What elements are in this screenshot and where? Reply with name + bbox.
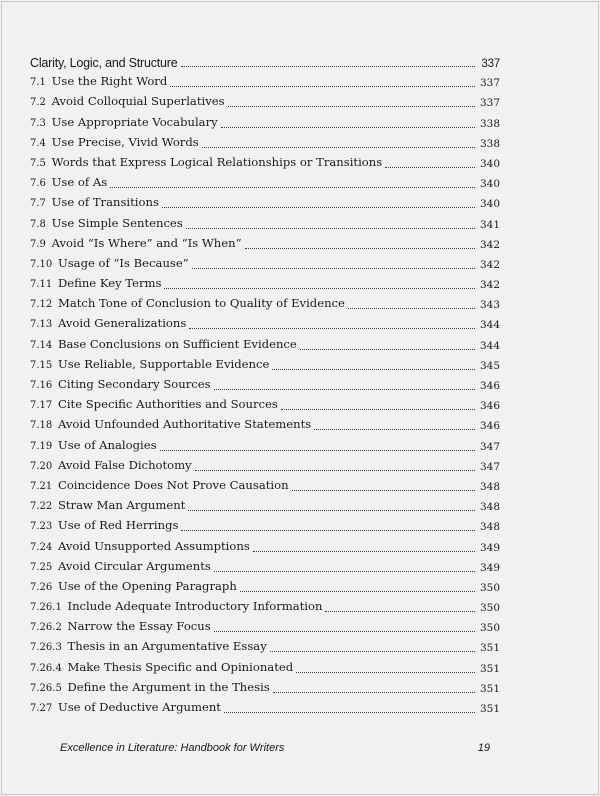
toc-entry[interactable] <box>30 70 500 90</box>
toc-entry-number: 7.13 <box>30 319 53 331</box>
toc-entry-page: 349 <box>479 561 500 574</box>
toc-entry-number: 7.2 <box>30 97 46 109</box>
toc-entry-label <box>30 216 183 232</box>
toc-entry-title: Use the Right Word <box>51 74 168 89</box>
toc-entry-number: 7.26 <box>30 581 53 593</box>
toc-entry-page: 341 <box>479 218 500 231</box>
toc-entry-page: 346 <box>479 380 500 392</box>
toc-entry[interactable] <box>30 595 500 615</box>
toc-entry-title: Define the Argument in the Thesis <box>67 679 270 694</box>
toc-entry[interactable] <box>30 575 500 595</box>
toc-entry-title: Use of Transitions <box>51 195 159 210</box>
toc-entry-label <box>30 377 211 393</box>
toc-entry-label <box>30 539 250 555</box>
toc-entry-number: 7.3 <box>30 117 46 129</box>
toc-entry-number: 7.14 <box>30 339 53 351</box>
toc-entry-title: Include Adequate Introductory Information <box>67 599 323 614</box>
toc-entry-number: 7.23 <box>30 521 53 533</box>
toc-entry-title: Use Appropriate Vocabulary <box>51 114 218 129</box>
toc-entry-label <box>30 316 186 332</box>
toc-entry-label <box>30 236 242 252</box>
section-page-number: 337 <box>481 58 500 70</box>
toc-entry-title: Make Thesis Specific and Opinionated <box>67 659 294 674</box>
toc-entry-number: 7.11 <box>30 279 53 291</box>
toc-entry-title: Use Precise, Vivid Words <box>51 134 199 149</box>
toc-entry-title: Straw Man Argument <box>57 498 186 513</box>
toc-entry-title: Use of Deductive Argument <box>57 700 221 714</box>
toc-entry-number: 7.27 <box>30 703 53 714</box>
table-of-contents <box>30 50 500 716</box>
toc-entry-page: 344 <box>479 339 500 352</box>
toc-entry-page: 347 <box>479 460 500 473</box>
toc-entry[interactable] <box>30 676 500 696</box>
toc-entry-number: 7.5 <box>30 157 46 169</box>
toc-entry-label <box>30 700 221 716</box>
toc-entry-page: 337 <box>479 77 500 90</box>
toc-entry-number: 7.1 <box>30 77 46 89</box>
toc-entry[interactable] <box>30 252 500 272</box>
toc-entry-title: Define Key Terms <box>57 276 162 291</box>
dot-leader <box>385 167 475 168</box>
toc-entry[interactable] <box>30 373 500 393</box>
toc-entry-number: 7.16 <box>30 380 53 391</box>
toc-entry-page: 349 <box>479 541 500 554</box>
toc-entry-label <box>30 660 293 676</box>
footer-page-number: 19 <box>477 742 490 754</box>
toc-entry[interactable] <box>30 191 500 211</box>
toc-entry-title: Narrow the Essay Focus <box>67 619 211 634</box>
toc-entry-title: Use of Analogies <box>57 437 157 452</box>
dot-leader <box>181 66 475 67</box>
dot-leader <box>221 127 475 128</box>
dot-leader <box>273 692 475 693</box>
toc-entry[interactable] <box>30 151 500 171</box>
toc-entry[interactable] <box>30 211 500 231</box>
toc-entry-page: 346 <box>479 420 500 433</box>
toc-entry-number: 7.15 <box>30 359 53 371</box>
toc-entry[interactable] <box>30 494 500 514</box>
toc-entry-number: 7.10 <box>30 258 53 270</box>
dot-leader <box>240 591 475 592</box>
dot-leader <box>189 328 475 329</box>
dot-leader <box>224 712 475 713</box>
toc-entry-number: 7.26.2 <box>30 622 62 634</box>
toc-entry-title: Base Conclusions on Sufficient Evidence <box>57 336 297 351</box>
toc-entry-number: 7.19 <box>30 440 53 452</box>
toc-entry-page: 351 <box>479 662 500 675</box>
toc-entry-label <box>30 438 157 454</box>
dot-leader <box>188 510 475 511</box>
toc-entry-number: 7.22 <box>30 501 53 513</box>
footer-book-title: Excellence in Literature: Handbook for Writers <box>60 742 285 754</box>
dot-leader <box>170 86 475 87</box>
toc-entry-number: 7.24 <box>30 541 53 553</box>
toc-entry-title: Citing Secondary Sources <box>57 377 211 391</box>
toc-entry[interactable] <box>30 514 500 534</box>
toc-entry-title: Use of Red Herrings <box>57 518 179 533</box>
toc-entry-number: 7.18 <box>30 420 53 432</box>
dot-leader <box>296 672 475 673</box>
dot-leader <box>292 490 475 491</box>
toc-entry-number: 7.20 <box>30 460 53 472</box>
toc-entry-page: 348 <box>479 521 500 534</box>
toc-entry-title: Use Reliable, Supportable Evidence <box>57 356 270 371</box>
toc-entry-title: Avoid “Is Where” and “Is When” <box>51 235 242 250</box>
toc-entry-label <box>30 357 269 373</box>
toc-entry[interactable] <box>30 534 500 554</box>
toc-entry[interactable] <box>30 635 500 655</box>
toc-entry[interactable] <box>30 312 500 332</box>
page-footer <box>60 742 490 754</box>
toc-entry-label <box>30 115 218 131</box>
toc-entry-number: 7.7 <box>30 198 46 210</box>
toc-entry-label <box>30 155 382 171</box>
dot-leader <box>253 551 475 552</box>
toc-entry-title: Coincidence Does Not Prove Causation <box>57 477 289 492</box>
toc-entry-number: 7.26.3 <box>30 642 62 654</box>
toc-entry[interactable] <box>30 615 500 635</box>
toc-entry-title: Avoid Unsupported Assumptions <box>57 538 250 553</box>
toc-entry-title: Thesis in an Argumentative Essay <box>67 639 267 654</box>
toc-entry-number: 7.17 <box>30 400 53 412</box>
toc-entry-page: 337 <box>479 97 500 110</box>
toc-entry[interactable] <box>30 171 500 191</box>
toc-entry-page: 347 <box>479 440 500 453</box>
toc-entry-page: 342 <box>479 238 500 251</box>
toc-entry-page: 342 <box>479 279 500 292</box>
toc-entry-label <box>30 559 211 575</box>
toc-entry-title: Avoid Unfounded Authoritative Statements <box>57 417 312 432</box>
toc-entry[interactable] <box>30 110 500 130</box>
toc-entry-number: 7.26.4 <box>30 662 62 674</box>
dot-leader <box>214 631 475 632</box>
toc-entry-title: Cite Specific Authorities and Sources <box>57 397 278 412</box>
dot-leader <box>110 187 475 188</box>
dot-leader <box>300 349 475 350</box>
toc-entry-title: Use of the Opening Paragraph <box>57 578 237 593</box>
toc-entry-title: Usage of “Is Because” <box>57 255 189 270</box>
toc-entry-label <box>30 619 211 635</box>
toc-section-heading <box>30 50 500 70</box>
toc-entry-label <box>30 175 107 191</box>
toc-entry[interactable] <box>30 474 500 494</box>
dot-leader <box>325 611 475 612</box>
toc-entry-title: Words that Express Logical Relationships or Transitions <box>51 154 383 169</box>
toc-entry[interactable] <box>30 655 500 675</box>
dot-leader <box>228 106 475 107</box>
toc-entry-title: Match Tone of Conclusion to Quality of Evidence <box>57 296 345 311</box>
dot-leader <box>202 147 475 148</box>
toc-entry[interactable] <box>30 232 500 252</box>
toc-entry-page: 343 <box>479 299 500 312</box>
toc-entry-label <box>30 599 322 615</box>
dot-leader <box>162 207 475 208</box>
toc-entry-number: 7.25 <box>30 561 53 573</box>
toc-entry-label <box>30 579 237 595</box>
toc-entry-title: Avoid False Dichotomy <box>57 457 192 472</box>
dot-leader <box>181 530 475 531</box>
dot-leader <box>186 228 475 229</box>
toc-entry[interactable] <box>30 292 500 312</box>
toc-entry-page: 351 <box>479 682 500 695</box>
toc-entry[interactable] <box>30 393 500 413</box>
toc-entry-page: 350 <box>479 581 500 594</box>
toc-entry-page: 344 <box>479 319 500 332</box>
toc-entry-label <box>30 195 159 211</box>
toc-entry-page: 342 <box>479 258 500 271</box>
dot-leader <box>348 308 475 309</box>
toc-entry-number: 7.26.5 <box>30 682 62 694</box>
toc-entry-page: 340 <box>479 178 500 191</box>
dot-leader <box>160 450 475 451</box>
dot-leader <box>195 470 475 471</box>
toc-entry-title: Avoid Colloquial Superlatives <box>51 94 225 109</box>
toc-entry-label <box>30 478 289 494</box>
dot-leader <box>214 389 475 390</box>
toc-entry-number: 7.9 <box>30 238 46 250</box>
toc-entry-page: 338 <box>479 137 500 150</box>
dot-leader <box>245 248 475 249</box>
toc-entry-page: 351 <box>479 642 500 655</box>
toc-entry-page: 338 <box>479 117 500 130</box>
dot-leader <box>192 268 475 269</box>
toc-entry[interactable] <box>30 433 500 453</box>
toc-entry-number: 7.21 <box>30 480 53 492</box>
toc-entry-label <box>30 417 311 433</box>
toc-entry-page: 348 <box>479 501 500 514</box>
toc-entry-label <box>30 135 199 151</box>
toc-entry-page: 340 <box>479 198 500 211</box>
toc-entry[interactable] <box>30 272 500 292</box>
toc-entry-label <box>30 94 225 110</box>
toc-entry-page: 340 <box>479 157 500 170</box>
dot-leader <box>272 369 475 370</box>
toc-entry-page: 350 <box>479 622 500 635</box>
toc-entry-page: 345 <box>479 359 500 372</box>
toc-entry-number: 7.8 <box>30 218 46 230</box>
dot-leader <box>281 409 475 410</box>
dot-leader <box>314 429 475 430</box>
toc-entry[interactable] <box>30 454 500 474</box>
toc-entry-page: 351 <box>479 703 500 715</box>
toc-entry-label <box>30 639 267 655</box>
toc-entry[interactable] <box>30 90 500 110</box>
toc-entry-label <box>30 256 189 272</box>
section-title: Clarity, Logic, and Structure <box>30 56 178 70</box>
dot-leader <box>214 571 475 572</box>
toc-entry[interactable] <box>30 131 500 151</box>
toc-entry-number: 7.6 <box>30 178 46 190</box>
toc-entry-number: 7.12 <box>30 299 53 311</box>
toc-entry-title: Avoid Generalizations <box>57 316 187 331</box>
toc-entry-label <box>30 74 167 90</box>
toc-entry-title: Use Simple Sentences <box>51 215 183 230</box>
toc-entry-label <box>30 680 270 696</box>
toc-entry-label <box>30 337 297 353</box>
toc-entry-label <box>30 498 185 514</box>
toc-entry-page: 350 <box>479 602 500 615</box>
toc-entry[interactable] <box>30 332 500 352</box>
toc-entry-page: 346 <box>479 400 500 413</box>
toc-entry-title: Avoid Circular Arguments <box>57 558 211 573</box>
toc-entry-label <box>30 276 161 292</box>
toc-entries <box>30 70 500 716</box>
toc-entry[interactable] <box>30 555 500 575</box>
toc-entry-number: 7.4 <box>30 137 46 149</box>
toc-entry[interactable] <box>30 413 500 433</box>
toc-entry-label <box>30 296 345 312</box>
toc-entry-label <box>30 518 178 534</box>
toc-entry[interactable] <box>30 696 500 716</box>
toc-entry-number: 7.26.1 <box>30 602 62 614</box>
dot-leader <box>270 651 475 652</box>
toc-entry[interactable] <box>30 353 500 373</box>
toc-entry-label <box>30 397 278 413</box>
toc-entry-label <box>30 458 192 474</box>
toc-entry-page: 348 <box>479 480 500 493</box>
dot-leader <box>164 288 475 289</box>
toc-entry-title: Use of As <box>51 175 108 190</box>
